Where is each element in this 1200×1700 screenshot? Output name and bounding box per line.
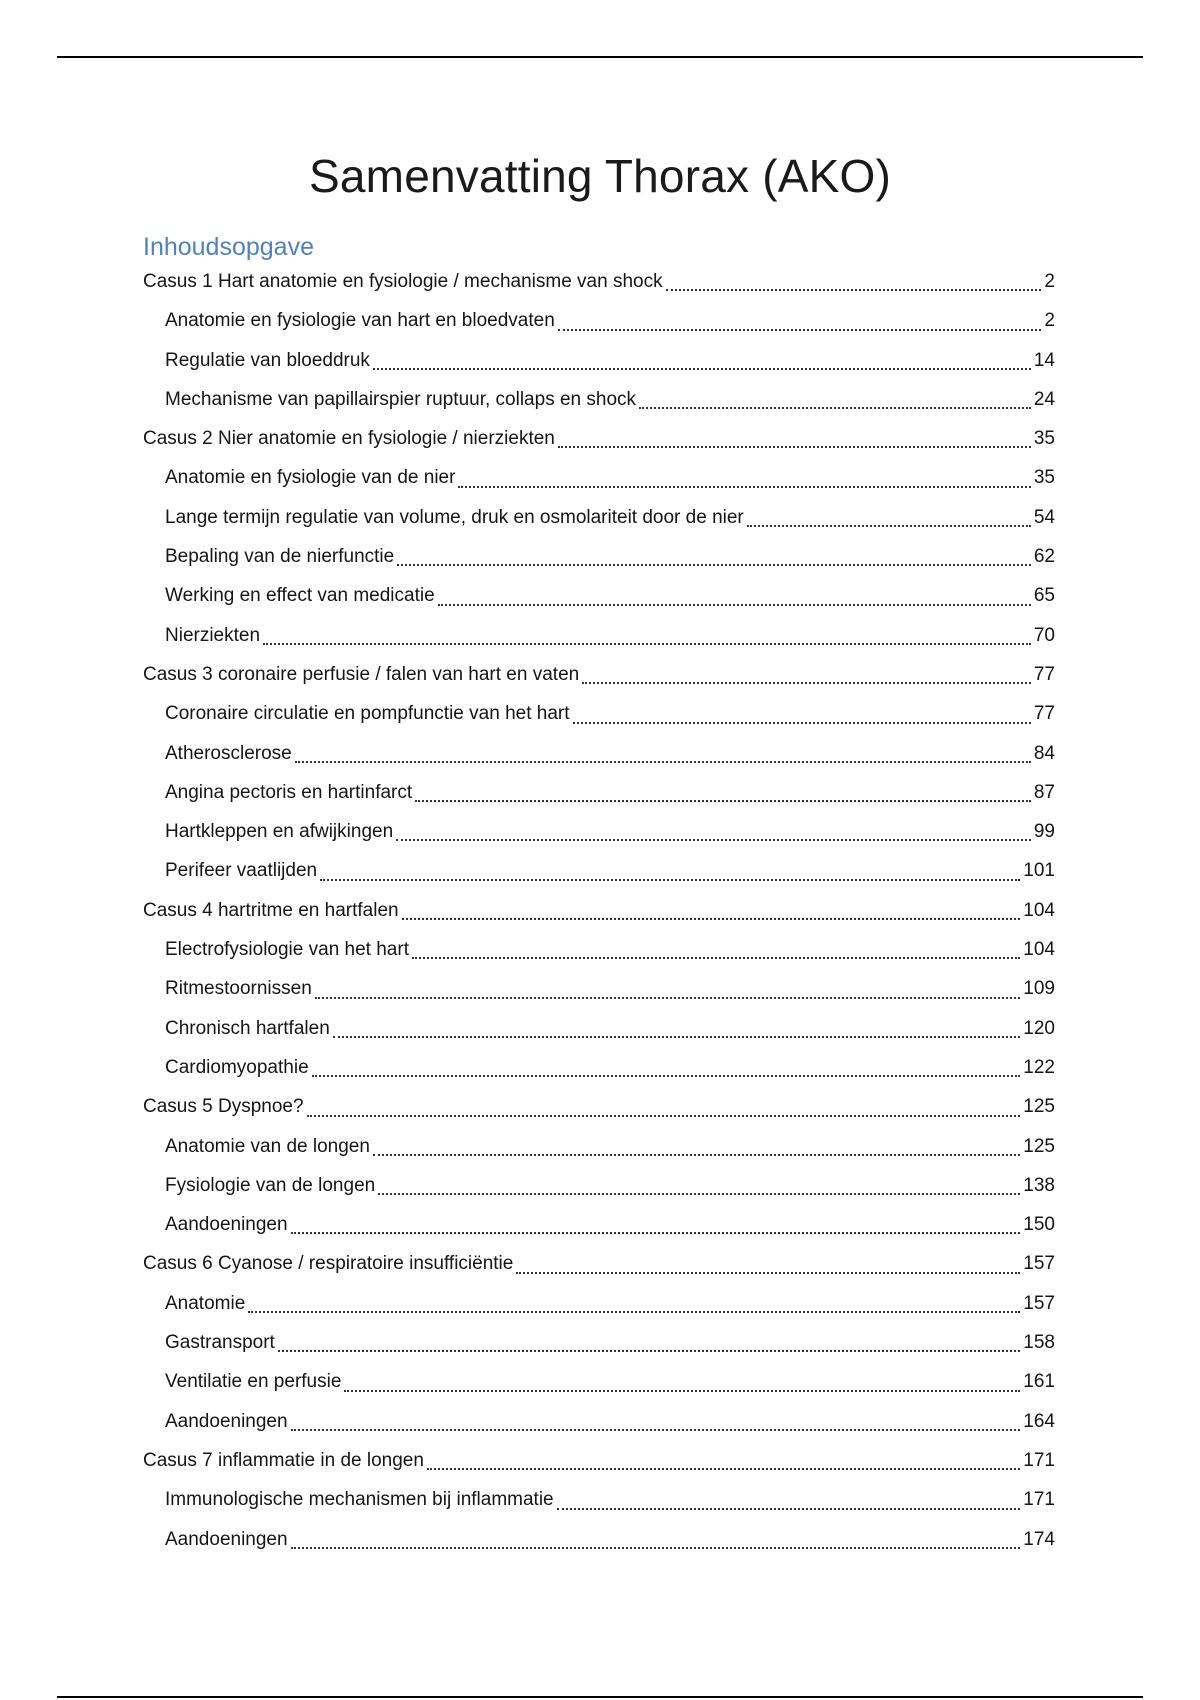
toc-entry-label: Casus 6 Cyanose / respiratoire insufficiëntie xyxy=(143,1253,514,1275)
toc-dot-leader xyxy=(291,1429,1021,1431)
toc-dot-leader xyxy=(320,879,1020,881)
toc-entry-page-number: 70 xyxy=(1033,624,1055,646)
toc-dot-leader xyxy=(573,722,1031,724)
toc-entry[interactable] xyxy=(143,537,1055,576)
toc-dot-leader xyxy=(373,368,1031,370)
toc-entry[interactable] xyxy=(143,498,1055,537)
toc-dot-leader xyxy=(291,1547,1021,1549)
toc-dot-leader xyxy=(747,525,1031,527)
toc-dot-leader xyxy=(516,1272,1020,1274)
toc-entry-label: Cardiomyopathie xyxy=(165,1056,309,1078)
toc-entry[interactable] xyxy=(143,891,1055,930)
toc-dot-leader xyxy=(666,289,1042,291)
toc-entry[interactable] xyxy=(143,616,1055,655)
toc-entry-label: Casus 2 Nier anatomie en fysiologie / nierziekten xyxy=(143,428,555,450)
toc-entry-label: Bepaling van de nierfunctie xyxy=(165,546,395,568)
toc-entry-label: Hartkleppen en afwijkingen xyxy=(165,821,394,843)
toc-dot-leader xyxy=(307,1115,1021,1117)
toc-entry[interactable] xyxy=(143,812,1055,851)
toc-entry-page-number: 35 xyxy=(1033,467,1055,489)
toc-entry-page-number: 158 xyxy=(1023,1332,1055,1354)
toc-dot-leader xyxy=(582,682,1031,684)
toc-dot-leader xyxy=(396,839,1031,841)
toc-dot-leader xyxy=(315,997,1021,999)
toc-entry-label: Casus 4 hartritme en hartfalen xyxy=(143,899,399,921)
toc-entry-label: Chronisch hartfalen xyxy=(165,1017,330,1039)
toc-dot-leader xyxy=(291,1232,1021,1234)
toc-entry[interactable] xyxy=(143,380,1055,419)
document-title: Samenvatting Thorax (AKO) xyxy=(309,150,891,202)
toc-entry-label: Mechanisme van papillairspier ruptuur, collaps en shock xyxy=(165,388,637,410)
toc-entry-page-number: 109 xyxy=(1023,978,1055,1000)
toc-entry-page-number: 62 xyxy=(1033,546,1055,568)
toc-entry-label: Casus 7 inflammatie in de longen xyxy=(143,1449,424,1471)
toc-entry-page-number: 125 xyxy=(1023,1135,1055,1157)
toc-dot-leader xyxy=(458,486,1030,488)
toc-entry-page-number: 84 xyxy=(1033,742,1055,764)
toc-entry[interactable] xyxy=(143,458,1055,497)
toc-dot-leader xyxy=(438,604,1031,606)
toc-entry-label: Casus 5 Dyspnoe? xyxy=(143,1096,304,1118)
toc-entry-page-number: 24 xyxy=(1033,388,1055,410)
toc-entry-label: Atherosclerose xyxy=(165,742,292,764)
toc-dot-leader xyxy=(397,564,1031,566)
toc-entry-label: Gastransport xyxy=(165,1332,275,1354)
toc-entry[interactable] xyxy=(143,1441,1055,1480)
toc-entry-page-number: 125 xyxy=(1023,1096,1055,1118)
toc-entry-page-number: 77 xyxy=(1033,663,1055,685)
toc-dot-leader xyxy=(373,1154,1020,1156)
toc-entry-page-number: 2 xyxy=(1044,310,1055,332)
toc-dot-leader xyxy=(557,1508,1021,1510)
toc-dot-leader xyxy=(639,407,1031,409)
toc-entry[interactable] xyxy=(143,694,1055,733)
toc-entry-page-number: 157 xyxy=(1023,1292,1055,1314)
toc-entry-page-number: 161 xyxy=(1023,1371,1055,1393)
toc-dot-leader xyxy=(558,329,1042,331)
toc-dot-leader xyxy=(558,446,1031,448)
toc-entry-label: Regulatie van bloeddruk xyxy=(165,349,370,371)
toc-dot-leader xyxy=(415,800,1031,802)
toc-entry[interactable] xyxy=(143,773,1055,812)
toc-dot-leader xyxy=(295,761,1031,763)
toc-entry[interactable] xyxy=(143,1048,1055,1087)
toc-entry-page-number: 2 xyxy=(1044,271,1055,292)
toc-dot-leader xyxy=(378,1193,1020,1195)
toc-entry-page-number: 14 xyxy=(1033,349,1055,371)
toc-entry-page-number: 87 xyxy=(1033,781,1055,803)
toc-entry-label: Anatomie van de longen xyxy=(165,1135,370,1157)
toc-entry-page-number: 104 xyxy=(1023,939,1055,961)
toc-entry[interactable] xyxy=(143,969,1055,1008)
toc-entry-label: Perifeer vaatlijden xyxy=(165,860,318,882)
toc-entry-label: Aandoeningen xyxy=(165,1528,288,1550)
toc-entry-label: Anatomie xyxy=(165,1292,246,1314)
toc-entry-page-number: 157 xyxy=(1023,1253,1055,1275)
toc-dot-leader xyxy=(312,1075,1021,1077)
toc-entry[interactable] xyxy=(143,301,1055,340)
toc-entry[interactable] xyxy=(143,1127,1055,1166)
toc-entry[interactable] xyxy=(143,419,1055,458)
header-rule xyxy=(57,56,1143,58)
toc-dot-leader xyxy=(333,1036,1021,1038)
toc-entry-label: Casus 1 Hart anatomie en fysiologie / mechanisme van shock xyxy=(143,271,663,292)
footer-rule xyxy=(57,1696,1143,1698)
toc-entry-page-number: 120 xyxy=(1023,1017,1055,1039)
toc-dot-leader xyxy=(412,957,1020,959)
toc-entry-label: Nierziekten xyxy=(165,624,261,646)
toc-entry-page-number: 54 xyxy=(1033,506,1055,528)
toc-entry[interactable] xyxy=(143,734,1055,773)
toc-entry-label: Fysiologie van de longen xyxy=(165,1174,376,1196)
toc-entry-label: Aandoeningen xyxy=(165,1410,288,1432)
toc-entry-page-number: 138 xyxy=(1023,1174,1055,1196)
toc-dot-leader xyxy=(248,1311,1020,1313)
toc-entry-label: Anatomie en fysiologie van de nier xyxy=(165,467,456,489)
toc-entry-label: Coronaire circulatie en pompfunctie van het hart xyxy=(165,703,570,725)
toc-entry-label: Werking en effect van medicatie xyxy=(165,585,435,607)
toc-entry[interactable] xyxy=(143,1323,1055,1362)
toc-entry-label: Casus 3 coronaire perfusie / falen van hart en vaten xyxy=(143,663,580,685)
toc-dot-leader xyxy=(402,918,1021,920)
toc-entry-page-number: 150 xyxy=(1023,1214,1055,1236)
toc-dot-leader xyxy=(344,1390,1020,1392)
toc-entry-page-number: 174 xyxy=(1023,1528,1055,1550)
toc-entry[interactable] xyxy=(143,1087,1055,1126)
toc-heading: Inhoudsopgave xyxy=(143,233,314,261)
toc-entry[interactable] xyxy=(143,655,1055,694)
toc-entry[interactable] xyxy=(143,930,1055,969)
table-of-contents xyxy=(143,262,1055,1559)
toc-entry-label: Angina pectoris en hartinfarct xyxy=(165,781,413,803)
toc-entry[interactable] xyxy=(143,1166,1055,1205)
toc-entry[interactable] xyxy=(143,1009,1055,1048)
toc-dot-leader xyxy=(278,1350,1020,1352)
toc-entry[interactable] xyxy=(143,262,1055,301)
toc-entry[interactable] xyxy=(143,1362,1055,1401)
toc-entry-label: Ritmestoornissen xyxy=(165,978,312,1000)
toc-entry-page-number: 122 xyxy=(1023,1056,1055,1078)
toc-entry-page-number: 101 xyxy=(1023,860,1055,882)
toc-entry-label: Lange termijn regulatie van volume, druk en osmolariteit door de nier xyxy=(165,506,744,528)
toc-entry-page-number: 99 xyxy=(1033,821,1055,843)
toc-entry[interactable] xyxy=(143,341,1055,380)
toc-entry-page-number: 164 xyxy=(1023,1410,1055,1432)
toc-entry-label: Anatomie en fysiologie van hart en bloedvaten xyxy=(165,310,555,332)
toc-entry[interactable] xyxy=(143,1520,1055,1559)
toc-entry-label: Ventilatie en perfusie xyxy=(165,1371,342,1393)
toc-dot-leader xyxy=(427,1468,1020,1470)
toc-entry-page-number: 77 xyxy=(1033,703,1055,725)
toc-dot-leader xyxy=(263,643,1031,645)
toc-entry[interactable] xyxy=(143,1284,1055,1323)
toc-entry-label: Aandoeningen xyxy=(165,1214,288,1236)
toc-entry[interactable] xyxy=(143,1480,1055,1519)
toc-entry[interactable] xyxy=(143,851,1055,890)
toc-entry[interactable] xyxy=(143,576,1055,615)
toc-entry-page-number: 65 xyxy=(1033,585,1055,607)
toc-entry-page-number: 104 xyxy=(1023,899,1055,921)
toc-entry-page-number: 171 xyxy=(1023,1449,1055,1471)
toc-entry[interactable] xyxy=(143,1205,1055,1244)
toc-entry-page-number: 35 xyxy=(1033,428,1055,450)
toc-entry-label: Electrofysiologie van het hart xyxy=(165,939,409,961)
toc-entry-label: Immunologische mechanismen bij inflammatie xyxy=(165,1489,554,1511)
toc-entry[interactable] xyxy=(143,1402,1055,1441)
toc-entry-page-number: 171 xyxy=(1023,1489,1055,1511)
toc-entry[interactable] xyxy=(143,1244,1055,1283)
